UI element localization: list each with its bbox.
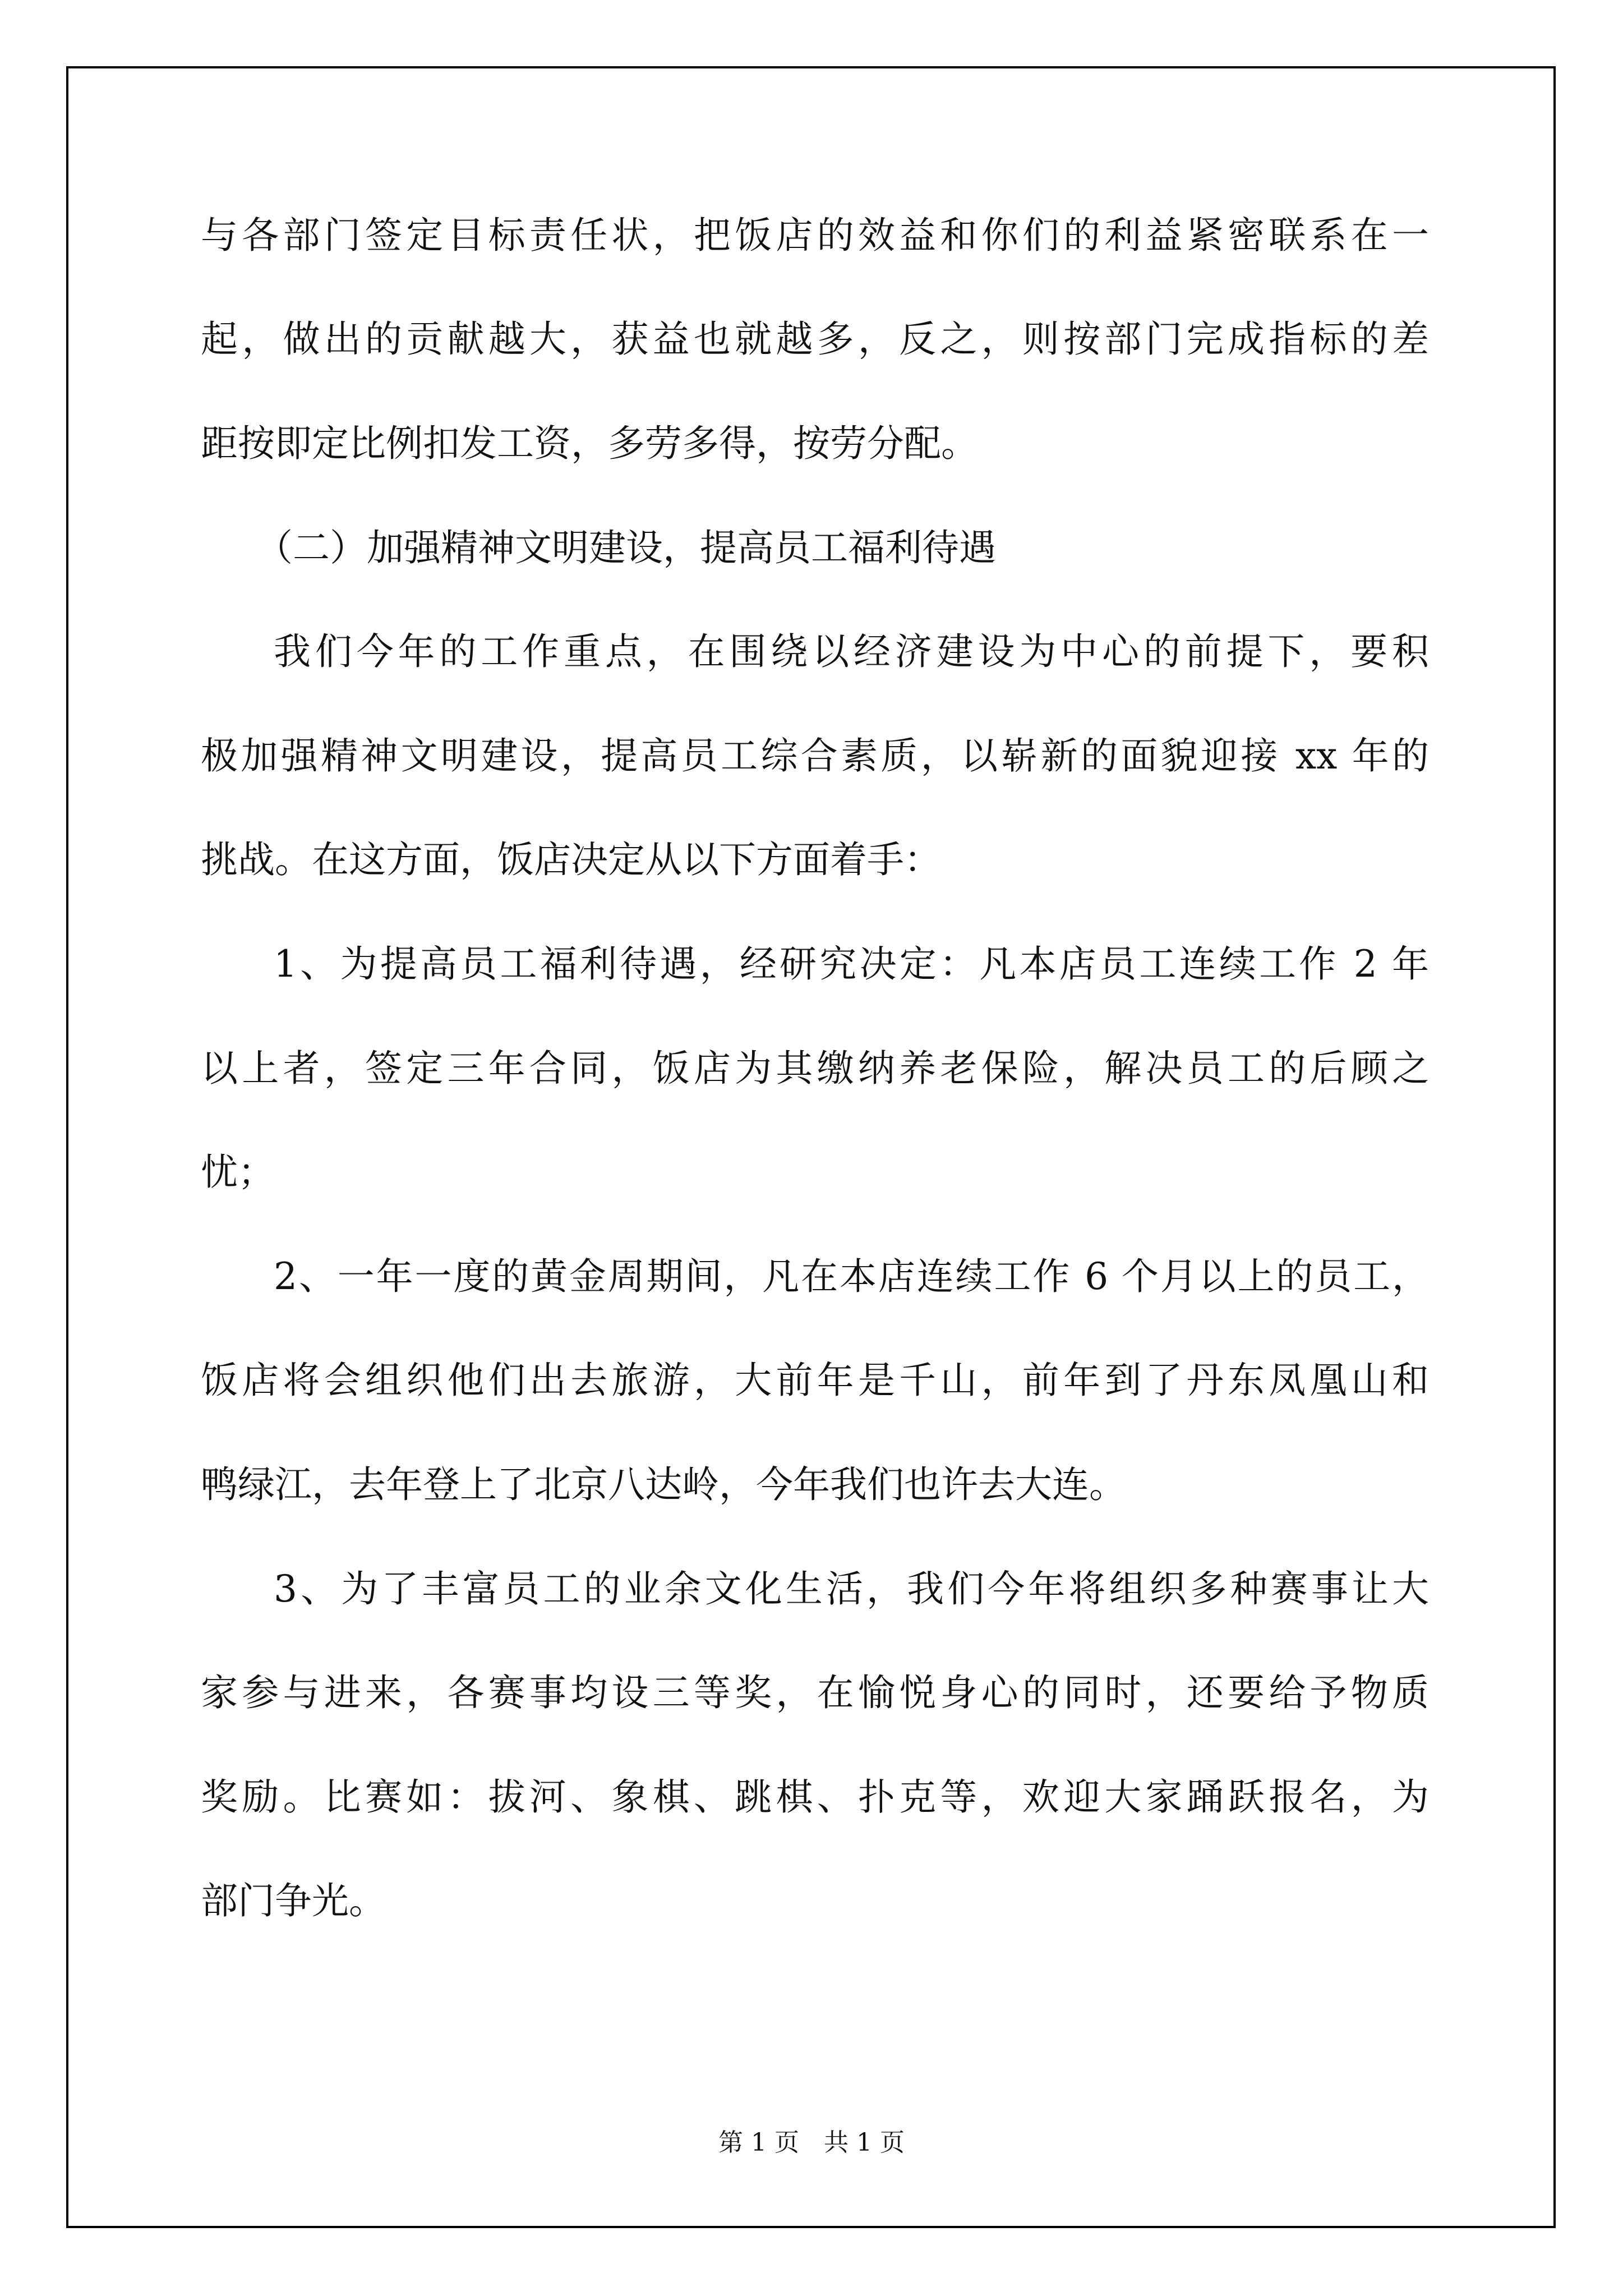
text-line-1: 与各部门签定目标责任状，把饭店的效益和你们的利益紧密联系在一 xyxy=(201,214,1429,257)
text-line-17: 部门争光。 xyxy=(201,1879,386,1922)
text-line-3: 距按即定比例扣发工资，多劳多得，按劳分配。 xyxy=(201,422,978,465)
text-line-7: 挑战。在这方面，饭店决定从以下方面着手： xyxy=(201,838,941,881)
text-line-16: 奖励。比赛如：拔河、象棋、跳棋、扑克等，欢迎大家踊跃报名，为 xyxy=(201,1775,1429,1819)
text-line-5: 我们今年的工作重点，在围绕以经济建设为中心的前提下，要积 xyxy=(274,630,1429,673)
text-line-12: 饭店将会组织他们出去旅游，大前年是千山，前年到了丹东凤凰山和 xyxy=(201,1359,1429,1402)
section-heading: （二）加强精神文明建设，提高员工福利待遇 xyxy=(256,526,996,569)
text-line-9: 以上者，签定三年合同，饭店为其缴纳养老保险，解决员工的后顾之 xyxy=(201,1047,1429,1090)
text-line-6: 极加强精神文明建设，提高员工综合素质，以崭新的面貌迎接 xx 年的 xyxy=(201,734,1429,777)
text-line-11: 2、一年一度的黄金周期间，凡在本店连续工作 6 个月以上的员工， xyxy=(274,1255,1429,1298)
text-line-13: 鸭绿江，去年登上了北京八达岭，今年我们也许去大连。 xyxy=(201,1463,1126,1506)
text-line-8: 1、为提高员工福利待遇，经研究决定：凡本店员工连续工作 2 年 xyxy=(274,942,1429,986)
text-line-14: 3、为了丰富员工的业余文化生活，我们今年将组织多种赛事让大 xyxy=(274,1567,1429,1611)
text-line-2: 起，做出的贡献越大，获益也就越多，反之，则按部门完成指标的差 xyxy=(201,318,1429,361)
text-line-15: 家参与进来，各赛事均设三等奖，在愉悦身心的同时，还要给予物质 xyxy=(201,1671,1429,1714)
page-footer: 第 1 页 共 1 页 xyxy=(718,2128,905,2157)
text-line-10: 忧； xyxy=(201,1151,275,1194)
